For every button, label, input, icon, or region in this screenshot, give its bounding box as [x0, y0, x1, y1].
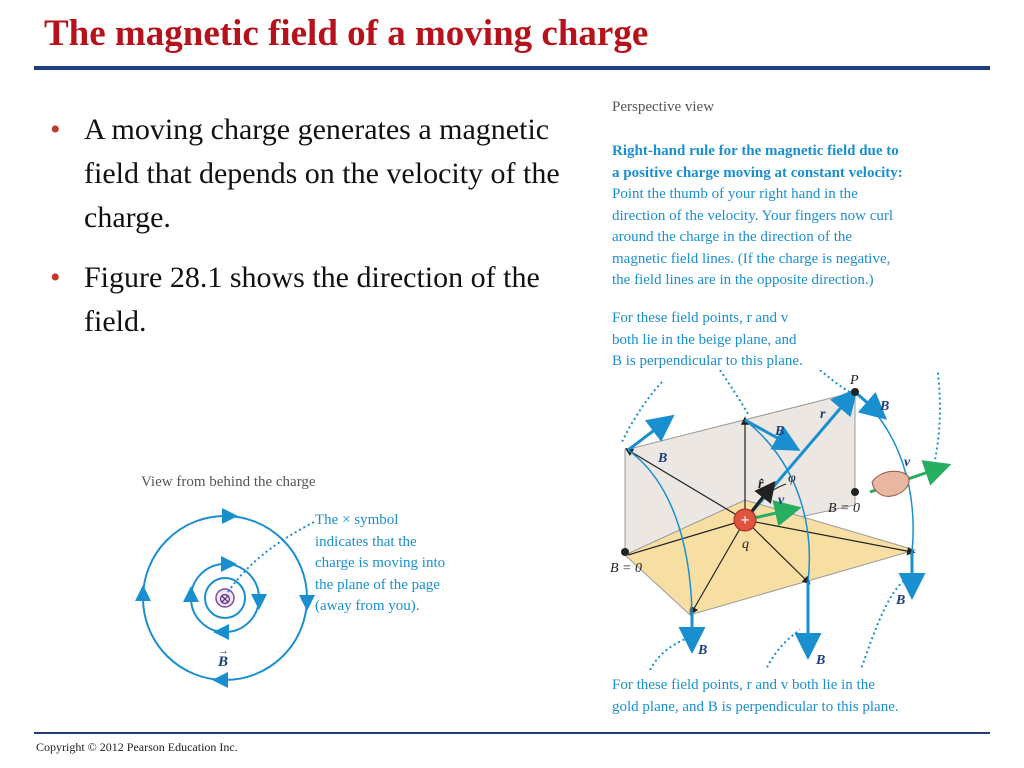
callout-line: the plane of the page — [315, 576, 440, 593]
v-label: v — [778, 493, 785, 508]
rule-line: the field lines are in the opposite direction.) — [612, 272, 874, 288]
gold-callout-leader — [765, 630, 800, 670]
bullet-marker: • — [50, 261, 61, 294]
rule-heading-line: a positive charge moving at constant velocity: — [612, 164, 903, 181]
bullet-list — [44, 108, 564, 360]
bullet-item — [44, 256, 564, 344]
b-zero-dot-left — [621, 548, 629, 556]
callout-line: The × symbol — [315, 512, 399, 528]
field-curve — [855, 392, 913, 552]
b-label: B — [698, 643, 708, 658]
slide-title: The magnetic field of a moving charge — [44, 13, 649, 54]
note-line: For these field points, r and v both lie in the — [612, 677, 875, 693]
callout-line: indicates that the — [315, 533, 417, 550]
left-figure-heading: View from behind the charge — [141, 474, 316, 490]
beige-callout-leader — [622, 382, 662, 442]
b-label: B — [896, 593, 906, 608]
copyright-footer: Copyright © 2012 Pearson Education Inc. — [36, 740, 238, 754]
right-figure-diagram — [600, 370, 990, 670]
r-hat-label: r̂ — [758, 477, 764, 492]
b-zero-dot-right — [851, 488, 859, 496]
rule-line: direction of the velocity. Your fingers now curl — [612, 207, 894, 224]
point-p-dot — [851, 388, 859, 396]
note-line: B is perpendicular to this plane. — [612, 353, 803, 369]
rule-line: Point the thumb of your right hand in the — [612, 186, 858, 202]
rule-callout-leader — [918, 370, 940, 460]
phi-label: φ — [788, 471, 796, 486]
callout-line: (away from you). — [315, 598, 420, 614]
b-label: B — [775, 424, 785, 439]
rule-heading-line: Right-hand rule for the magnetic field due to — [612, 143, 899, 159]
beige-callout-leader — [720, 370, 748, 414]
right-hand-icon — [872, 471, 909, 496]
title-divider — [34, 66, 990, 70]
rule-line: around the charge in the direction of the — [612, 229, 853, 245]
charge-plus-glyph: + — [740, 512, 750, 529]
bullet-item — [44, 108, 564, 240]
b-label: B — [658, 451, 668, 466]
bullet-marker: • — [50, 113, 61, 146]
left-figure-diagram — [130, 500, 320, 700]
charge-q-label: q — [742, 537, 749, 552]
r-label: r — [820, 407, 826, 422]
b-label: B — [816, 653, 826, 668]
b-zero-label-left: B = 0 — [610, 561, 642, 576]
callout-line: charge is moving into — [315, 555, 446, 571]
gold-callout-leader — [650, 638, 688, 670]
field-label-b: B — [218, 654, 229, 670]
right-figure-heading: Perspective view — [612, 99, 715, 115]
callout-leader — [228, 522, 314, 592]
left-figure-callout — [315, 510, 445, 618]
note-line: For these field points, r and v — [612, 310, 789, 326]
note-line: gold plane, and B is perpendicular to this plane. — [612, 698, 899, 715]
beige-callout-leader — [820, 370, 850, 392]
right-hand-rule-text — [612, 141, 903, 292]
point-p-label: P — [850, 373, 859, 388]
beige-plane-note — [612, 308, 803, 373]
b-label: B — [880, 399, 890, 414]
charge-into-page-symbol: ⊗ — [218, 591, 232, 608]
footer-divider — [34, 732, 990, 734]
bullet-text: Figure 28.1 shows the direction of the field. — [84, 261, 540, 338]
v-label-hand: v — [904, 455, 911, 470]
note-line: both lie in the beige plane, and — [612, 331, 797, 348]
gold-plane-note — [612, 675, 899, 718]
rule-line: magnetic field lines. (If the charge is negative, — [612, 250, 891, 267]
vector-arrow-glyph: → — [218, 645, 229, 657]
bullet-text: A moving charge generates a magnetic field that depends on the velocity of the charge. — [84, 113, 560, 234]
b-zero-label-right: B = 0 — [828, 501, 860, 516]
